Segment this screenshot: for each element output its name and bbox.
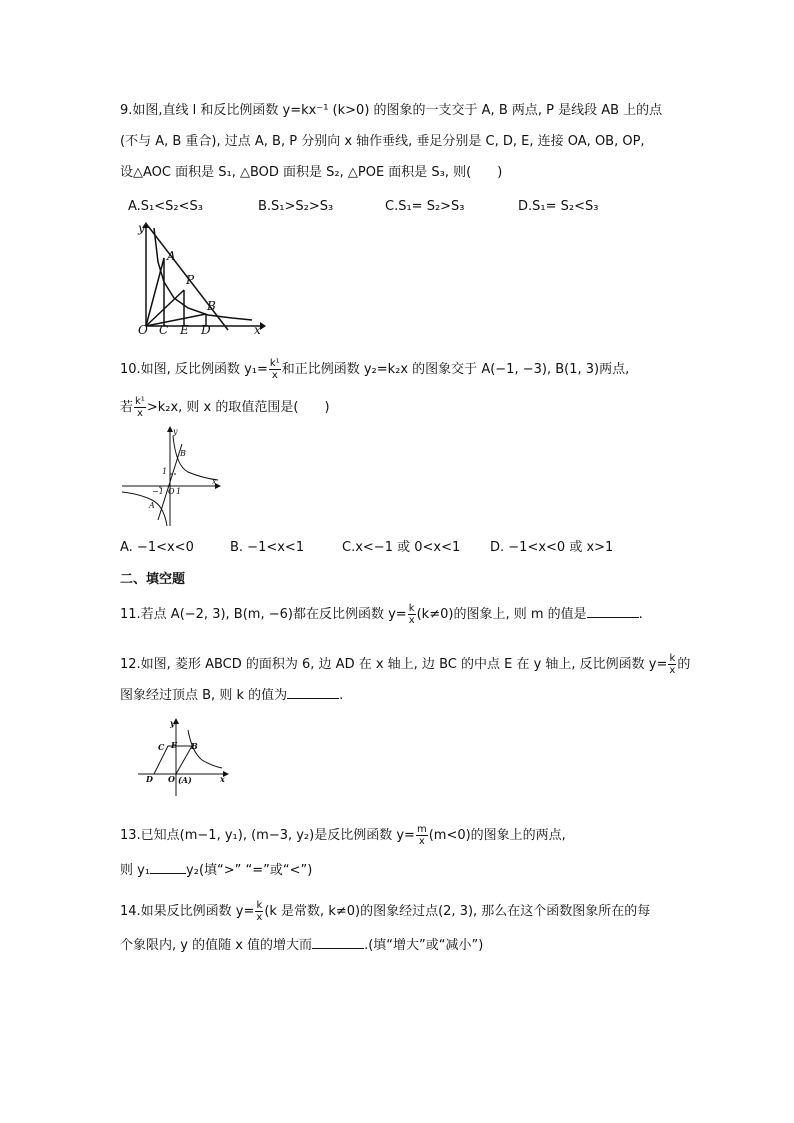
q12-fraction	[668, 653, 676, 676]
q9-label-d: D	[201, 323, 211, 336]
q14-a: 14.如果反比例函数 y=	[120, 904, 255, 919]
q10-line2-a: 若	[120, 400, 134, 415]
q13-fraction-den: x	[418, 836, 425, 847]
q13-fraction-num: m	[416, 824, 427, 835]
q10-fraction-1	[269, 358, 281, 381]
q9-figure	[128, 222, 268, 336]
q9-label-b: B	[207, 299, 216, 313]
q9-line2: (不与 A, B 重合), 过点 A, B, P 分别向 x 轴作垂线, 垂足分别是 C, D, E, 连接 OA, OB, OP,	[120, 134, 645, 149]
q10-line1-a: 10.如图, 反比例函数 y₁=	[120, 362, 268, 377]
q9-option-c: C.S₁= S₂>S₃	[385, 199, 465, 214]
q12-a: 12.如图, 菱形 ABCD 的面积为 6, 边 AD 在 x 轴上, 边 BC 的中点 E 在 y 轴上, 反比例函数 y=	[120, 657, 668, 672]
q13-line2-b: y₂(填“>” “=”或“<”)	[186, 863, 313, 878]
q14-line1	[120, 900, 650, 923]
q12-label-d: D	[146, 774, 153, 784]
q9-label-c: C	[159, 323, 169, 336]
q12-label-c: C	[158, 742, 165, 752]
q11-b: (k≠0)的图象上, 则 m 的值是	[416, 607, 587, 622]
q12-label-o: O	[168, 774, 175, 784]
q12-line2-a: 图象经过顶点 B, 则 k 的值为	[120, 688, 288, 703]
q10-label-b: B	[180, 449, 186, 458]
q11-a: 11.若点 A(−2, 3), B(m, −6)都在反比例函数 y=	[120, 607, 407, 622]
q10-line2	[120, 396, 330, 419]
q10-label-o: O	[168, 487, 175, 496]
q14-answer-blank[interactable]	[312, 936, 364, 949]
q14-line2-b: .(填“增大”或“减小”)	[364, 938, 484, 953]
q10-line1-b: 和正比例函数 y₂=k₂x 的图象交于 A(−1, −3), B(1, 3)两点,	[281, 362, 630, 377]
q10-label-1-top: 1	[162, 467, 168, 476]
q12-figure	[136, 716, 230, 800]
q10-option-b: B. −1<x<1	[230, 540, 305, 555]
q13-a: 13.已知点(m−1, y₁), (m−3, y₂)是反比例函数 y=	[120, 828, 415, 843]
q12-label-e: E	[171, 740, 178, 750]
q11-line	[120, 603, 643, 626]
q10-fraction-2	[134, 396, 146, 419]
q11-fraction-num: k	[408, 603, 415, 614]
q10-hyperbola-q1	[173, 436, 218, 480]
q11-fraction	[408, 603, 416, 626]
q9-line3: 设△AOC 面积是 S₁, △BOD 面积是 S₂, △POE 面积是 S₃, 则( )	[120, 165, 503, 180]
q10-line2-b: >k₂x, 则 x 的取值范围是( )	[146, 400, 330, 415]
q10-fraction-2-num: k¹	[135, 396, 145, 407]
q14-b: (k 是常数, k≠0)的图象经过点(2, 3), 那么在这个函数图象所在的每	[264, 904, 651, 919]
q12-line2-b: .	[339, 688, 344, 703]
q10-fraction-1-num: k¹	[269, 358, 280, 369]
q9-hyperbola	[154, 228, 252, 320]
q9-option-a: A.S₁<S₂<S₃	[128, 199, 203, 214]
q9-option-d: D.S₁= S₂<S₃	[518, 199, 599, 214]
q12-label-a: (A)	[178, 775, 192, 785]
q10-label-y: y	[173, 427, 178, 436]
q12-answer-blank[interactable]	[287, 686, 339, 699]
q13-answer-blank[interactable]	[150, 861, 186, 874]
q14-line2-a: 个象限内, y 的值随 x 值的增大而	[120, 938, 313, 953]
q13-line2	[120, 861, 312, 880]
q10-fraction-2-den: x	[136, 408, 143, 419]
q9-option-b: B.S₁>S₂>S₃	[258, 199, 334, 214]
q12-label-b: B	[191, 741, 198, 751]
q13-b: (m<0)的图象上的两点,	[428, 828, 566, 843]
q10-figure	[118, 426, 224, 530]
q10-label-1-right: 1	[176, 487, 182, 496]
section-title: 二、填空题	[120, 572, 186, 587]
q14-line2	[120, 936, 483, 955]
q10-label-neg1: −1	[152, 487, 164, 496]
q10-option-d: D. −1<x<0 或 x>1	[490, 540, 614, 555]
q11-fraction-den: x	[408, 615, 415, 626]
q10-label-a: A	[149, 501, 155, 510]
q9-label-e: E	[180, 323, 189, 336]
q12-line1	[120, 653, 690, 676]
q10-fraction-1-den: x	[271, 370, 278, 381]
q9-label-a: A	[167, 249, 176, 263]
q9-label-y: y	[138, 222, 145, 235]
q11-c: .	[638, 607, 643, 622]
q10-label-x: x	[212, 477, 217, 486]
q9-label-x: x	[254, 323, 261, 336]
q13-line2-a: 则 y₁	[120, 863, 151, 878]
q10-line1	[120, 358, 629, 381]
q12-fraction-den: x	[669, 665, 676, 676]
q11-answer-blank[interactable]	[587, 605, 639, 618]
q9-label-p: P	[186, 273, 195, 287]
q10-option-a: A. −1<x<0	[120, 540, 194, 555]
q14-fraction-num: k	[256, 900, 263, 911]
q12-line2	[120, 686, 343, 705]
q14-fraction	[255, 900, 263, 923]
q10-option-c: C.x<−1 或 0<x<1	[342, 540, 461, 555]
q9-line1: 9.如图,直线 l 和反比例函数 y=kx⁻¹ (k>0) 的图象的一支交于 A, B 两点, P 是线段 AB 上的点	[120, 103, 663, 118]
q10-hyperbola-q3	[122, 492, 167, 526]
q13-fraction	[416, 824, 428, 847]
q9-label-o: O	[138, 323, 148, 336]
q12-label-x: x	[220, 774, 225, 784]
q13-line1	[120, 824, 566, 847]
q14-fraction-den: x	[256, 912, 263, 923]
q12-fraction-num: k	[669, 653, 676, 664]
q12-b: 的	[677, 657, 691, 672]
q12-label-y: y	[170, 718, 175, 728]
